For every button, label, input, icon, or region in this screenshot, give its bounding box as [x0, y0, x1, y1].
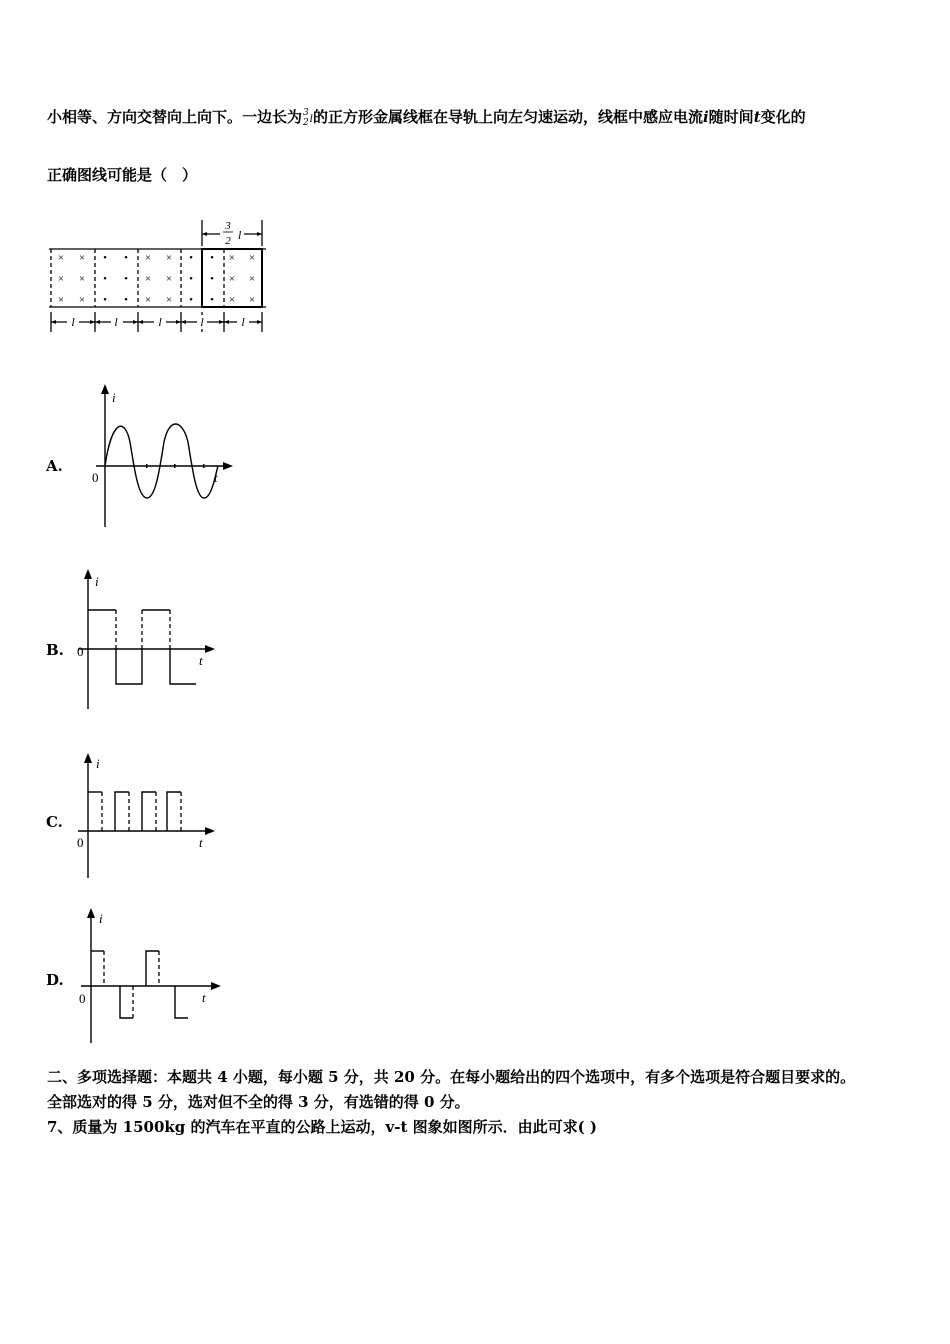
cross-symbol: ×: [248, 273, 256, 285]
segment-label-4: l: [200, 315, 204, 329]
segment-label-3: l: [158, 315, 162, 329]
top-dimension-numerator: 3: [225, 220, 231, 232]
section-2-heading-line-2: 全部选对的得 5 分，选对但不全的得 3 分，有选错的得 0 分。: [47, 1093, 470, 1111]
segment-label-2: l: [114, 315, 118, 329]
dot-symbol: •: [189, 294, 193, 306]
axis-t-label: t: [202, 990, 206, 1005]
option-c-graph[interactable]: [76, 751, 216, 881]
cross-symbol: ×: [165, 273, 173, 285]
cross-symbol: ×: [228, 252, 236, 264]
cross-symbol: ×: [57, 273, 65, 285]
cross-symbol: ×: [165, 252, 173, 264]
top-dimension-denominator: 2: [225, 235, 231, 247]
axis-i-label: i: [112, 390, 116, 405]
segment-label-1: l: [71, 315, 75, 329]
dot-symbol: •: [210, 252, 214, 264]
cross-symbol: ×: [228, 273, 236, 285]
dot-symbol: •: [189, 273, 193, 285]
cross-symbol: ×: [78, 273, 86, 285]
dot-symbol: •: [210, 294, 214, 306]
option-a-graph[interactable]: [88, 382, 233, 532]
cross-symbol: ×: [228, 294, 236, 306]
cross-symbol: ×: [144, 252, 152, 264]
dot-symbol: •: [103, 294, 107, 306]
dot-symbol: •: [124, 252, 128, 264]
axis-i-label: i: [95, 574, 99, 589]
origin-label: 0: [77, 835, 84, 850]
magnetic-field-figure: [44, 216, 274, 336]
question-6-line-2: 正确图线可能是（ ）: [47, 166, 198, 184]
cross-symbol: ×: [78, 294, 86, 306]
field-symbols: [58, 252, 255, 306]
dot-symbol: •: [124, 273, 128, 285]
cross-symbol: ×: [248, 252, 256, 264]
option-d-graph[interactable]: [78, 906, 223, 1046]
option-a-label[interactable]: A.: [46, 457, 63, 475]
axis-t-label: t: [214, 470, 218, 485]
origin-label: 0: [77, 644, 84, 659]
dot-symbol: •: [103, 252, 107, 264]
option-b-label[interactable]: B.: [46, 641, 64, 659]
question-6-line-1: 小相等、方向交替向上向下。一边长为 3 2 l的正方形金属线框在导轨上向左匀速运动，线框中感应电流i随时间t变化的: [47, 108, 806, 128]
section-2-heading-line-1: 二、多项选择题：本题共 4 小题，每小题 5 分，共 20 分。在每小题给出的四个选项中，有多个选项是符合题目要求的。: [47, 1068, 856, 1086]
cross-symbol: ×: [248, 294, 256, 306]
sine-curve: [105, 424, 218, 498]
axis-t-label: t: [199, 835, 203, 850]
fraction-three-halves-l: 3 2: [303, 108, 309, 128]
axis-t-label: t: [199, 653, 203, 668]
dot-symbol: •: [210, 273, 214, 285]
axis-i-label: i: [96, 756, 100, 771]
axis-i-label: i: [99, 911, 103, 926]
segment-label-5: l: [241, 315, 245, 329]
dot-symbol: •: [103, 273, 107, 285]
option-d-label[interactable]: D.: [46, 971, 64, 989]
top-dimension-var: l: [238, 228, 242, 242]
cross-symbol: ×: [78, 252, 86, 264]
cross-symbol: ×: [165, 294, 173, 306]
cross-symbol: ×: [144, 294, 152, 306]
cross-symbol: ×: [57, 252, 65, 264]
origin-label: 0: [92, 470, 99, 485]
dot-symbol: •: [124, 294, 128, 306]
cross-symbol: ×: [57, 294, 65, 306]
option-c-label[interactable]: C.: [46, 813, 63, 831]
option-b-graph[interactable]: [76, 567, 216, 712]
origin-label: 0: [79, 991, 86, 1006]
question-7-text: 7、质量为 1500kg 的汽车在平直的公路上运动，v-t 图象如图所示．由此可求( ): [47, 1118, 598, 1136]
dot-symbol: •: [189, 252, 193, 264]
cross-symbol: ×: [144, 273, 152, 285]
